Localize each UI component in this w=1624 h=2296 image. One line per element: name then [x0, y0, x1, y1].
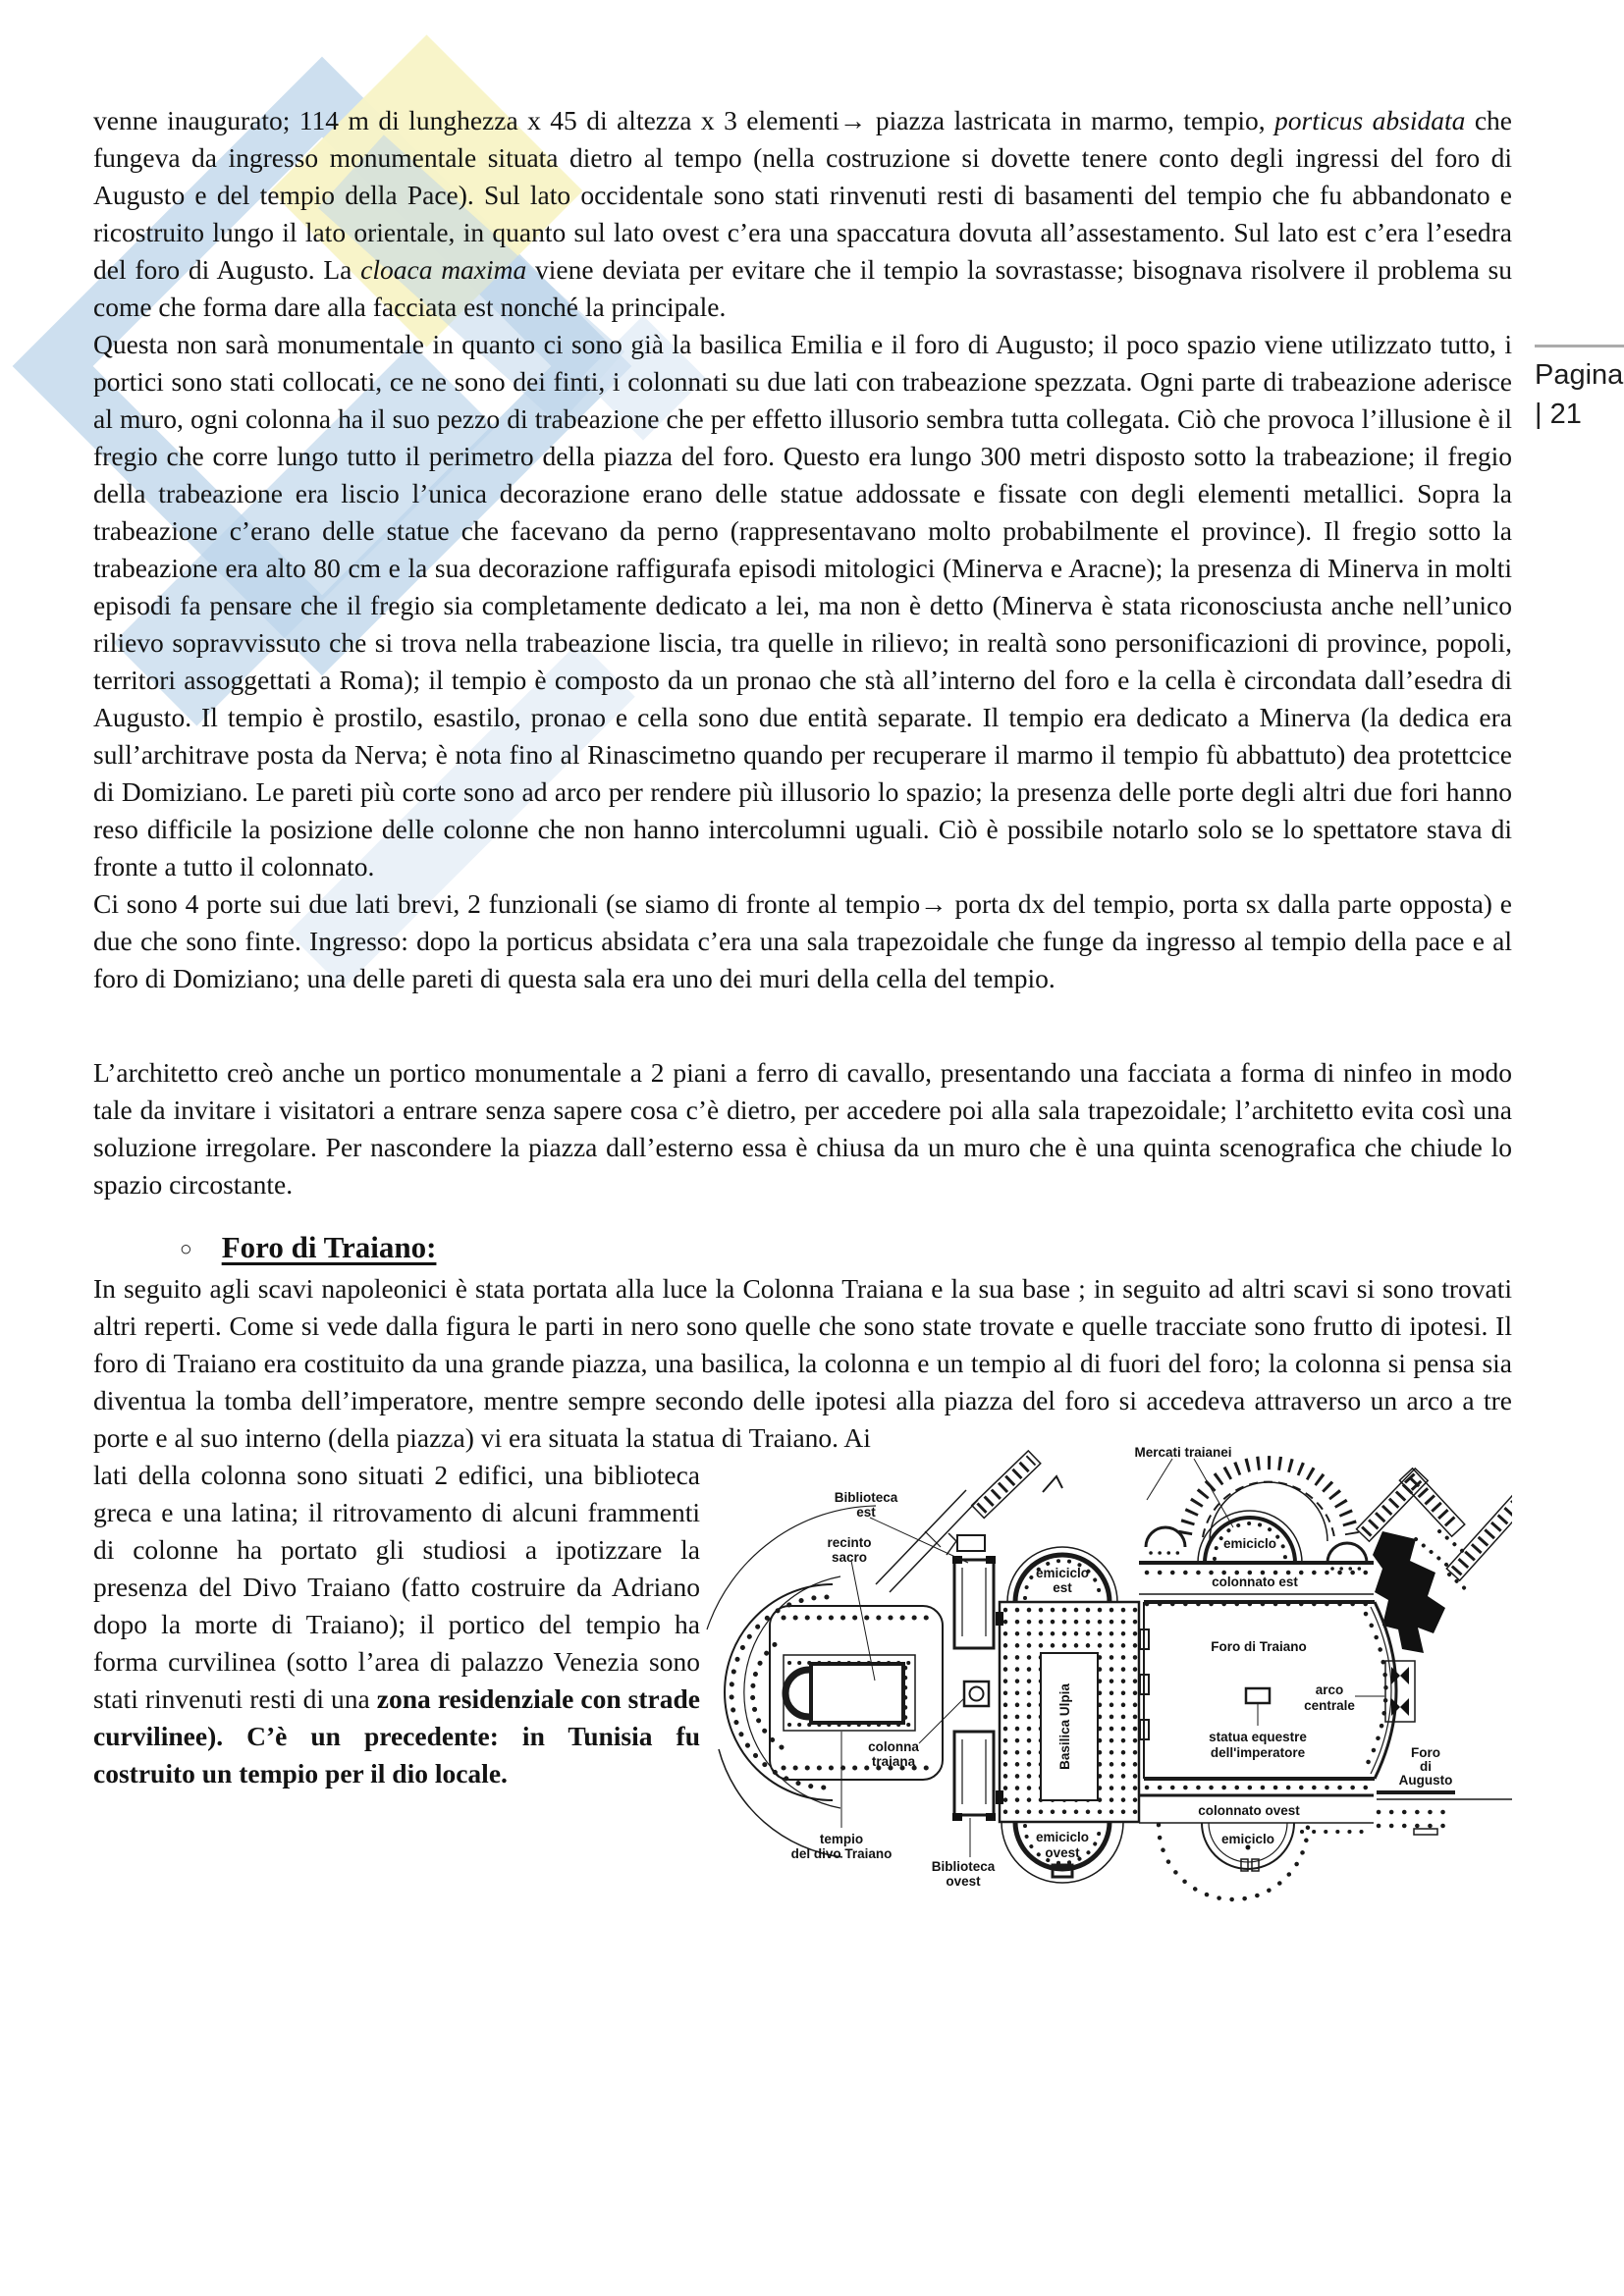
wall-fragment	[986, 1813, 996, 1821]
label-recinto-sacro: sacro	[831, 1550, 868, 1565]
small-dome	[1327, 1543, 1367, 1563]
page-number-label: Pagina	[1535, 359, 1624, 391]
label-foro-di-traiano: Foro di Traiano	[1211, 1639, 1307, 1654]
label-emiciclo-est: emiciclo	[1035, 1566, 1090, 1580]
label-biblioteca-ovest: ovest	[946, 1874, 981, 1889]
augustus-forum-structure	[1414, 1829, 1437, 1835]
temple-apse	[785, 1670, 809, 1717]
label-foro-di-augusto: di	[1420, 1759, 1432, 1774]
wall-fragment	[952, 1813, 962, 1821]
paragraph-monumentale: Questa non sarà monumentale in quanto ci sono già la basilica Emilia e il foro di Augusto; il poco spazio viene utilizzato tutto, i portici sono stati collocati, ce ne sono dei finti, i colonnati su due lati con trabeazione spezzata. Ogni parte di trabeazione aderisce al muro, ogni colonna ha il suo pezzo di trabeazione che per effetto illusorio sembra tutta collegata. Ciò che provoca l’illusione è il fregio che corre lungo tutto il perimetro della piazza del foro. Questo era lungo 300 metri disposto sotto la trabeazione; il fregio della trabeazione era liscio l’unica decorazione erano delle statue addossate e fissate con degli elementi metallici. Sopra la trabeazione c’erano delle statue che facevano da perno (rappresentavano molto probabilmente el province). Il fregio sotto la trabeazione era alto 80 cm e la sua decorazione raffigurafa episodi mitologici (Minerva e Aracne); la presenza di Minerva in molti episodi fa pensare che il fregio sia completamente dedicato a lei, ma non è detto (Minerva è stata riconosciusta anche nell’unico rilievo sopravvissuto che si trova nella trabeazione liscia, tra quelle in rilievo; in realtà sono personificazioni di province, popoli, territori assoggettati a Roma); il tempio è composto da un pronao che stà all’interno del foro e la cella è circondata dall’esedra di Augusto. Il tempio è prostilo, esastilo, pronao e cella sono due entità separate. Il tempio era dedicato a Minerva (la dedica era sull’architrave posta da Nerva; è nota fino al Rinascimetno quando per recuperare il marmo il tempio fù abbattuto) dea protettcice di Domiziano. Le pareti più corte sono ad arco per rendere più illusorio lo spazio; la presenza delle porte degli altri due fori hanno reso difficile la posizione delle colonne che non hanno intercolumni uguali. Ciò è possibile notarlo solo se lo spettatore stava di fronte a tutto il colonnato.	[93, 329, 1512, 881]
wrap-text-column	[93, 1457, 700, 1792]
wall-fragment	[996, 1612, 1003, 1626]
paragraph-inaugurazione: venne inaugurato; 114 m di lunghezza x 45 di altezza x 3 elementi→ piazza lastricata in marmo, tempio, porticus absidata che fungeva da ingresso monumentale situata dietro al tempo (nella costruzione si dovette tenere conto degli ingressi del foro di Augusto e del tempio della Pace). Sul lato occidentale sono stati rinvenuti resti di basamenti del tempio che fu abbandonato e ricostruito lungo il lato orientale, in quanto sul lato ovest c’era una spaccatura dovuta all’assestamento. Sul lato est c’era l’esedra del foro di Augusto. La cloaca maxima viene deviata per evitare che il tempio la sovrastasse; bisognava risolvere il problema su come che forma dare alla facciata est nonché la principale.	[93, 105, 1512, 322]
list-bullet-icon: ○	[180, 1237, 192, 1260]
enclosure-arc	[744, 1576, 840, 1808]
page-number-value: | 21	[1535, 399, 1582, 430]
market-building-hatch	[1446, 1496, 1512, 1580]
temple-cella	[811, 1664, 903, 1723]
label-statua-equestre: dell'imperatore	[1210, 1745, 1306, 1760]
label-emiciclo-ovest: ovest	[1045, 1845, 1080, 1860]
section-heading	[180, 1228, 1512, 1270]
road-line	[890, 1500, 978, 1592]
label-recinto-sacro: recinto	[827, 1535, 872, 1550]
label-basilica-ulpia: Basilica Ulpia	[1057, 1683, 1072, 1770]
label-emiciclo-se: emiciclo	[1220, 1832, 1275, 1846]
label-arco-centrale: centrale	[1304, 1698, 1355, 1713]
market-building-hatch	[1357, 1468, 1429, 1541]
paragraph-architetto: L’architetto creò anche un portico monumentale a 2 piani a ferro di cavallo, presentando una facciata a forma di ninfeo in modo tale da invitare i visitatori a entrare senza sapere cosa c’è dietro, per accedere poi alla sala trapezoidale; l’architetto evita così una soluzione irregolare. Per nascondere la piazza dall’esterno essa è chiusa da un muro che è una quinta scenografica che chiude lo spazio circostante.	[93, 1057, 1512, 1200]
library-east	[954, 1560, 994, 1648]
library-west-walls	[962, 1739, 986, 1804]
remains-dots	[1416, 1539, 1451, 1569]
label-foro-di-augusto: Augusto	[1398, 1773, 1453, 1788]
road-spur	[925, 1531, 941, 1547]
label-mercati-traianei: Mercati traianei	[1134, 1445, 1232, 1460]
leader-line	[1147, 1459, 1172, 1500]
market-building-hatch	[1399, 1468, 1464, 1536]
trajan-column	[970, 1687, 984, 1701]
label-colonnato-ovest: colonnato ovest	[1198, 1803, 1300, 1818]
leader-line	[870, 1518, 968, 1563]
enclosure-arc	[725, 1584, 833, 1800]
excavated-remains-blob	[1373, 1531, 1445, 1653]
wall-fragment	[996, 1790, 1003, 1804]
trajan-column-base	[964, 1682, 989, 1706]
remains-dots	[1449, 1575, 1469, 1592]
library-east-walls	[962, 1568, 986, 1636]
label-emiciclo-est: est	[1053, 1580, 1072, 1595]
label-biblioteca-est: est	[856, 1505, 876, 1520]
small-structure	[957, 1535, 985, 1551]
paragraph-biblioteche: lati della colonna sono situati 2 edifici, una biblioteca greca e una latina; il ritrovamento di alcuni frammenti di colonne ha portato gli studiosi a ipotizzare la presenza del Divo Traiano (fatto costruire da Adriano dopo la morte di Traiano); il portico del tempio ha forma curvilinea (sotto l’area di palazzo Venezia sono stati rinvenuti resti di una zona residenziale con strade curvilinee). C’è un precedente: in Tunisia fu costruito un tempio per il dio locale.	[93, 1460, 700, 1789]
label-biblioteca-est: Biblioteca	[834, 1490, 898, 1505]
paragraph-porte: Ci sono 4 porte sui due lati brevi, 2 funzionali (se siamo di fronte al tempio→ porta dx del tempio, porta sx dalla parte opposta) e due che sono finte. Ingresso: dopo la porticus absidata c’era una sala trapezoidale che funge da ingresso al tempio della pace e al foro di Domiziano; una delle pareti di questa sala era uno dei muri della cella del tempio.	[93, 888, 1512, 993]
paragraph-scavi: In seguito agli scavi napoleonici è stata portata alla luce la Colonna Traiana e la sua base ; in seguito ad altri scavi si sono trovati altri reperti. Come si vede dalla figura le parti in nero sono quelle che sono state trovate e quelle tracciate sono frutto di ipotesi. Il foro di Traiano era costituito da una grande piazza, una basilica, la colonna e un tempio al di fuori del foro; la colonna si pensa sia diventua la tomba dell’imperatore, mentre sempre secondo delle ipotesi alla piazza del foro si accedeva attraverso un arco a tre porte e al suo interno (della piazza) vi era situata la statua di Traiano. Ai	[93, 1273, 1512, 1453]
wall-fragment	[986, 1556, 996, 1564]
label-colonna-traiana: traiana	[871, 1754, 916, 1769]
page-number-block	[1535, 345, 1624, 434]
road-zigzag	[947, 1533, 956, 1555]
label-arco-centrale: arco	[1315, 1682, 1344, 1697]
text-and-figure-row	[93, 1445, 1512, 1977]
markets-exedra-inner	[1210, 1482, 1327, 1541]
market-arrow	[1043, 1476, 1062, 1492]
enclosure-outer-arc	[707, 1506, 876, 1629]
central-arch-pier	[1391, 1698, 1409, 1716]
label-colonnato-est: colonnato est	[1212, 1575, 1298, 1589]
text-body	[93, 102, 1512, 1977]
library-west	[954, 1732, 994, 1815]
equestrian-statue-base	[1246, 1688, 1270, 1703]
label-colonna-traiana: colonna	[868, 1739, 919, 1754]
central-arch-pier	[1391, 1667, 1409, 1684]
label-foro-di-augusto: Foro	[1411, 1745, 1440, 1760]
section-heading-title: Foro di Traiano:	[221, 1230, 437, 1264]
label-tempio-divo-traiano: tempio	[819, 1832, 864, 1846]
precinct-column-dots	[752, 1639, 782, 1747]
label-biblioteca-ovest: Biblioteca	[931, 1859, 996, 1874]
label-emiciclo-ovest: emiciclo	[1035, 1830, 1090, 1844]
label-emiciclo-ne: emiciclo	[1222, 1536, 1277, 1551]
market-building-hatch	[972, 1451, 1041, 1519]
forum-plan-figure	[702, 1437, 1512, 1977]
label-statua-equestre: statua equestre	[1209, 1730, 1307, 1744]
page-number-rule	[1535, 345, 1624, 347]
label-tempio-divo-traiano: del divo Traiano	[790, 1846, 893, 1861]
forum-plan-svg	[702, 1437, 1512, 1972]
